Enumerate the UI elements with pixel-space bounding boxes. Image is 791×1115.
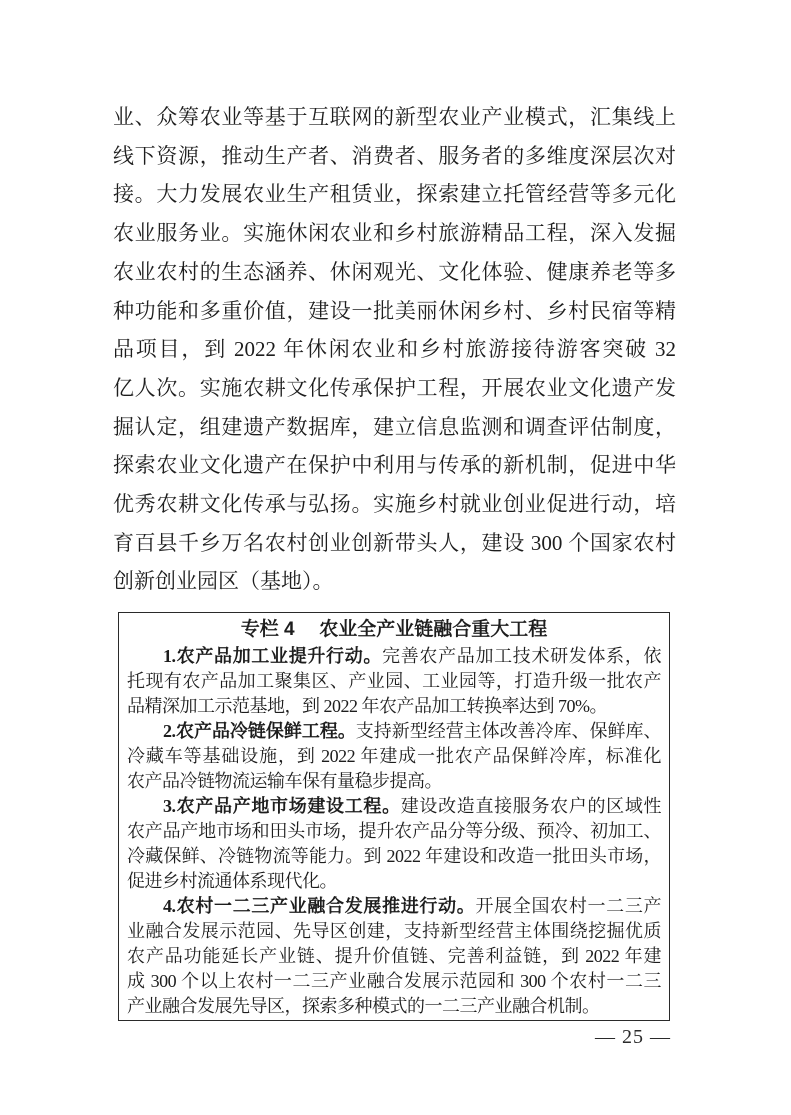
box-line: 2.农产品冷链保鲜工程。支持新型经营主体改善冷库、保鲜库、 bbox=[163, 721, 661, 741]
body-line: 探索农业文化遗产在保护中利用与传承的新机制，促进中华 bbox=[113, 453, 676, 478]
box-paragraph-lead: 1.农产品加工业提升行动。 bbox=[163, 646, 383, 666]
box-line: 托现有农产品加工聚集区、产业园、工业园等，打造升级一批农产 bbox=[127, 671, 661, 691]
box-title-text: 农业全产业链融合重大工程 bbox=[319, 619, 548, 640]
body-line: 亿人次。实施农耕文化传承保护工程，开展农业文化遗产发 bbox=[113, 375, 676, 400]
box-line: 3.农产品产地市场建设工程。建设改造直接服务农户的区域性 bbox=[163, 796, 661, 816]
box-line: 促进乡村流通体系现代化。 bbox=[127, 871, 337, 891]
box-paragraph-lead: 2.农产品冷链保鲜工程。 bbox=[163, 721, 356, 741]
box-paragraph-lead: 3.农产品产地市场建设工程。 bbox=[163, 796, 401, 816]
box-line: 1.农产品加工业提升行动。完善农产品加工技术研发体系，依 bbox=[163, 646, 661, 666]
body-line: 掘认定，组建遗产数据库，建立信息监测和调查评估制度， bbox=[113, 414, 676, 439]
body-text bbox=[113, 98, 676, 601]
body-line: 农业农村的生态涵养、休闲观光、文化体验、健康养老等多 bbox=[113, 259, 676, 284]
body-line: 优秀农耕文化传承与弘扬。实施乡村就业创业促进行动，培 bbox=[113, 492, 676, 517]
box-title-label: 专栏 4 bbox=[240, 619, 295, 640]
box-line: 品精深加工示范基地，到 2022 年农产品加工转换率达到 70%。 bbox=[127, 696, 607, 716]
box-line: 农产品冷链物流运输车保有量稳步提高。 bbox=[127, 771, 442, 791]
box-line: 4.农村一二三产业融合发展推进行动。开展全国农村一二三产 bbox=[163, 896, 662, 916]
box-line: 冷藏车等基础设施，到 2022 年建成一批农产品保鲜冷库，标准化 bbox=[127, 746, 661, 766]
column-box bbox=[118, 612, 670, 1021]
page-footer bbox=[595, 1026, 671, 1049]
box-line: 农产品产地市场和田头市场，提升农产品分等分级、预冷、初加工、 bbox=[127, 821, 661, 841]
box-line: 成 300 个以上农村一二三产业融合发展示范园和 300 个农村一二三 bbox=[127, 971, 661, 991]
body-line: 创新创业园区（基地）。 bbox=[113, 569, 334, 594]
box-line: 产业融合发展先导区，探索多种模式的一二三产业融合机制。 bbox=[127, 996, 600, 1016]
body-line: 农业服务业。实施休闲农业和乡村旅游精品工程，深入发掘 bbox=[113, 221, 676, 246]
body-line: 种功能和多重价值，建设一批美丽休闲乡村、乡村民宿等精 bbox=[113, 298, 676, 323]
body-line: 品项目，到 2022 年休闲农业和乡村旅游接待游客突破 32 bbox=[113, 337, 676, 362]
box-title bbox=[127, 615, 661, 644]
body-line: 线下资源，推动生产者、消费者、服务者的多维度深层次对 bbox=[113, 143, 676, 168]
box-line: 业融合发展示范园、先导区创建，支持新型经营主体围绕挖掘优质 bbox=[127, 921, 661, 941]
body-line: 育百县千乡万名农村创业创新带头人，建设 300 个国家农村 bbox=[113, 530, 676, 555]
box-line: 农产品功能延长产业链、提升价值链、完善利益链，到 2022 年建 bbox=[127, 946, 661, 966]
box-paragraphs bbox=[127, 644, 661, 1019]
box-line: 冷藏保鲜、冷链物流等能力。到 2022 年建设和改造一批田头市场， bbox=[127, 846, 661, 866]
body-line: 接。大力发展农业生产租赁业，探索建立托管经营等多元化 bbox=[113, 182, 676, 207]
box-paragraph-lead: 4.农村一二三产业融合发展推进行动。 bbox=[163, 896, 476, 916]
body-line: 业、众筹农业等基于互联网的新型农业产业模式，汇集线上 bbox=[113, 105, 676, 129]
page-number: — 25 — bbox=[595, 1026, 671, 1048]
